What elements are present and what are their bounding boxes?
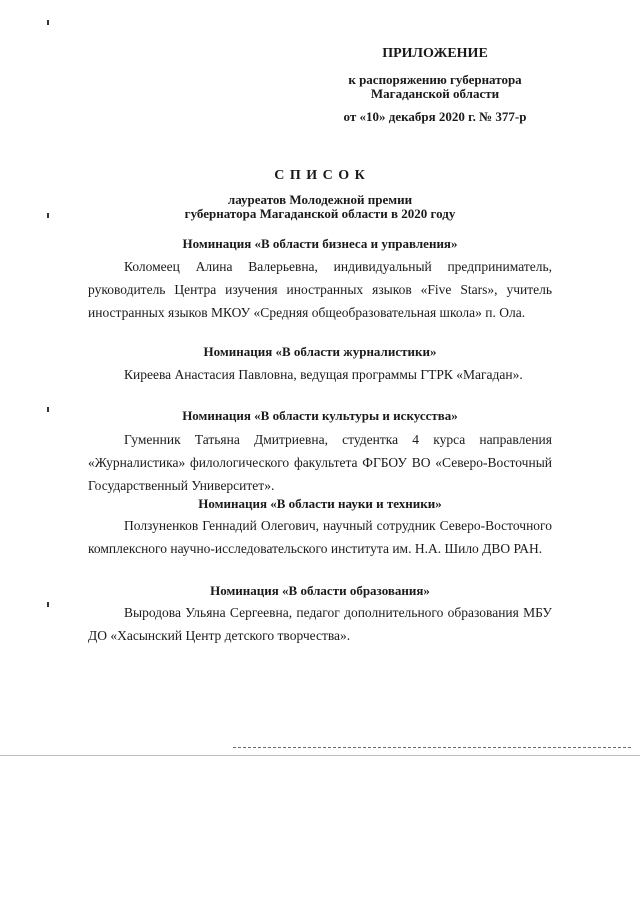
nomination-title: Номинация «В области образования»	[210, 583, 430, 598]
nomination-title: Номинация «В области бизнеса и управления»	[182, 236, 458, 251]
page-divider	[0, 755, 640, 756]
laureate-text: Гуменник Татьяна Дмитриевна, студентка 4 курса направления «Журналистика» филологического факультета ФГБОУ ВО «Северо-Восточный Государственный Университет».	[88, 432, 552, 493]
laureate-text: Ползуненков Геннадий Олегович, научный сотрудник Северо-Восточного комплексного научно-исследовательского института им. Н.А. Шило ДВО РАН.	[88, 518, 552, 556]
list-subtitle-1: лауреатов Молодежной премии	[227, 192, 413, 207]
nomination-title: Номинация «В области науки и техники»	[198, 496, 442, 511]
list-heading: С П И С О К	[274, 168, 366, 183]
nomination-title: Номинация «В области журналистики»	[203, 344, 437, 359]
laureate-text: Выродова Ульяна Сергеевна, педагог дополнительного образования МБУ ДО «Хасынский Центр детского творчества».	[88, 605, 552, 643]
laureate-text: Коломеец Алина Валерьевна, индивидуальный предприниматель, руководитель Центра изучения иностранных языков «Five Stars», учитель иностранных языков МКОУ «Средняя общеобразовательная школа» п. Ола.	[88, 259, 552, 320]
appendix-date: от «10» декабря 2020 г. № 377-р	[343, 109, 527, 124]
margin-mark	[47, 602, 49, 607]
appendix-line-1: к распоряжению губернатора	[348, 72, 522, 87]
list-subtitle-2: губернатора Магаданской области в 2020 году	[184, 206, 456, 221]
laureate-text: Киреева Анастасия Павловна, ведущая программы ГТРК «Магадан».	[124, 367, 523, 382]
appendix-title: ПРИЛОЖЕНИЕ	[382, 46, 488, 61]
margin-mark	[47, 20, 49, 25]
nomination-title: Номинация «В области культуры и искусства»	[182, 408, 458, 423]
page-divider-dashed	[233, 747, 631, 748]
appendix-line-2: Магаданской области	[370, 86, 500, 101]
